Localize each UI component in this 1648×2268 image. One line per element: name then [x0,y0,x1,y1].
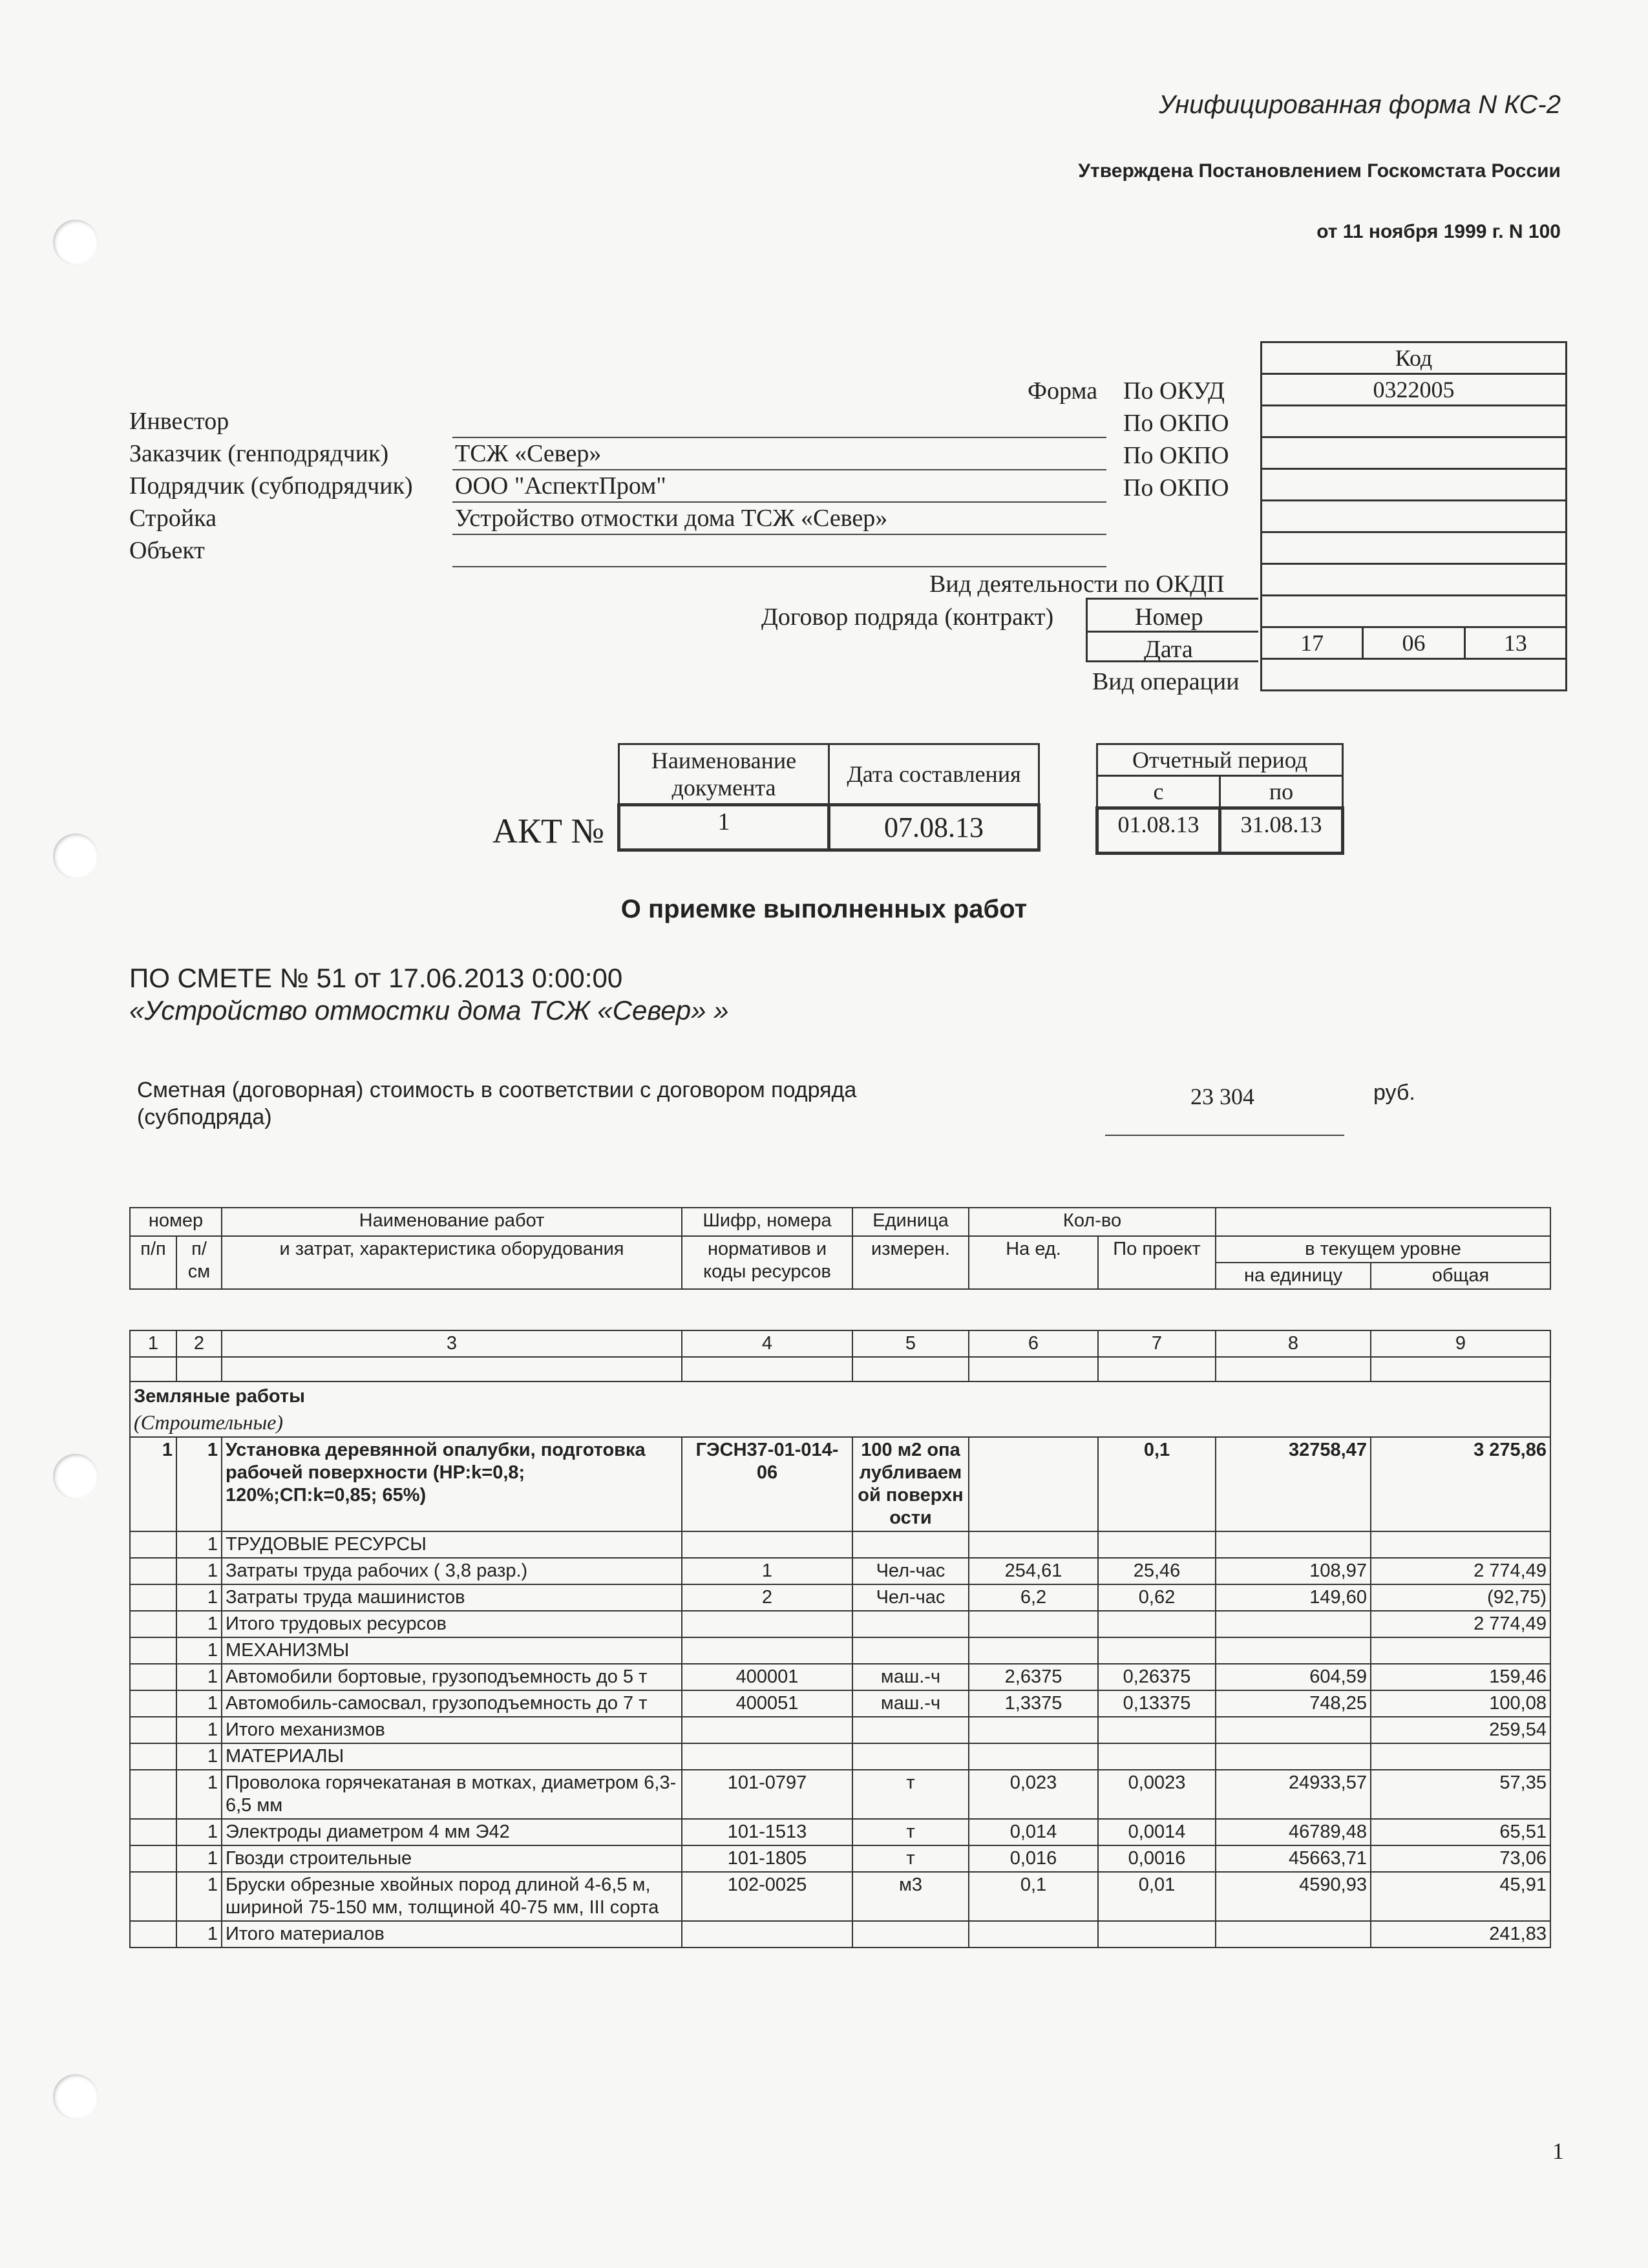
row-total [1371,1531,1550,1558]
row-unit: т [852,1845,969,1872]
col-psm: п/ см [176,1236,222,1289]
row-qty: 0,0023 [1098,1770,1216,1819]
section-subtitle: (Строительные) [134,1411,283,1434]
row-psm: 1 [176,1584,222,1611]
form-title: Унифицированная форма N КС-2 [1159,90,1561,119]
site-value: Устройство отмостки дома ТСЖ «Север» [455,505,888,532]
row-name: Бруски обрезные хвойных пород длиной 4-6,5 м, шириной 75-150 мм, толщиной 40-75 мм, III сорта [222,1872,682,1921]
row-unit: т [852,1819,969,1845]
punch-hole [53,1454,98,1499]
item-per-unit [969,1437,1098,1531]
row-per-unit: 6,2 [969,1584,1098,1611]
forma-label: Форма [1028,377,1098,404]
period-to: 31.08.13 [1220,808,1343,854]
estimate-name: «Устройство отмостки дома ТСЖ «Север» » [129,995,729,1025]
row-name: Итого материалов [222,1921,682,1948]
row-pp [130,1717,176,1743]
row-name: Электроды диаметром 4 мм Э42 [222,1819,682,1845]
row-psm: 1 [176,1717,222,1743]
act-title: О приемке выполненных работ [620,895,1028,923]
row-name: Проволока горячекатаная в мотках, диаметром 6,3-6,5 мм [222,1770,682,1819]
row-name: Итого трудовых ресурсов [222,1611,682,1637]
row-psm: 1 [176,1558,222,1584]
operation-code [1262,659,1567,691]
table-row [130,1770,1550,1819]
row-pp [130,1872,176,1921]
row-name: МЕХАНИЗМЫ [222,1637,682,1664]
row-price [1216,1611,1371,1637]
col-unit-price: на единицу [1216,1263,1371,1289]
row-code [682,1921,852,1948]
blank-row [130,1357,1550,1381]
col-nomer: номер [130,1208,222,1236]
row-qty: 0,26375 [1098,1664,1216,1690]
contract-label: Договор подряда (контракт) [761,604,1054,631]
row-qty [1098,1637,1216,1664]
contractor-value: ООО "АспектПром" [455,472,666,499]
row-total: 45,91 [1371,1872,1550,1921]
table-row [130,1872,1550,1921]
row-psm: 1 [176,1819,222,1845]
table-row [130,1584,1550,1611]
row-price [1216,1531,1371,1558]
row-price: 604,59 [1216,1664,1371,1690]
col-code: нормативов и коды ресурсов [682,1236,852,1289]
row-qty [1098,1921,1216,1948]
col-number: 9 [1371,1330,1550,1357]
row-price: 4590,93 [1216,1872,1371,1921]
row-code: 2 [682,1584,852,1611]
row-per-unit [969,1531,1098,1558]
site-line [452,534,1106,535]
contractor-line [452,501,1106,503]
row-price: 24933,57 [1216,1770,1371,1819]
row-unit [852,1717,969,1743]
row-psm: 1 [176,1690,222,1717]
date-label: Дата [1144,636,1193,663]
act-doc-table [617,743,1041,852]
estimate-line: ПО СМЕТЕ № 51 от 17.06.2013 0:00:00 [129,963,623,993]
code-box [1260,341,1567,691]
table-row [130,1819,1550,1845]
row-psm: 1 [176,1845,222,1872]
row-per-unit [969,1611,1098,1637]
row-code: 1 [682,1558,852,1584]
row-psm: 1 [176,1872,222,1921]
row-qty [1098,1743,1216,1770]
row-price: 45663,71 [1216,1845,1371,1872]
row-psm: 1 [176,1770,222,1819]
act-label: АКТ № [492,812,605,850]
row-code: 101-1513 [682,1819,852,1845]
row-psm: 1 [176,1531,222,1558]
row-per-unit: 0,014 [969,1819,1098,1845]
row-qty: 0,13375 [1098,1690,1216,1717]
period-from-label: с [1097,776,1220,808]
contractor-label: Подрядчик (субподрядчик) [129,472,413,499]
row-per-unit [969,1717,1098,1743]
section-title: Земляные работы [134,1386,305,1407]
row-code [682,1531,852,1558]
doc-name-header: Наименование документа [619,744,829,805]
row-total: 2 774,49 [1371,1611,1550,1637]
row-total: 2 774,49 [1371,1558,1550,1584]
approval-date: от 11 ноября 1999 г. N 100 [1316,221,1561,242]
col-code-top: Шифр, номера [682,1208,852,1236]
row-pp [130,1558,176,1584]
row-pp [130,1611,176,1637]
row-qty [1098,1611,1216,1637]
row-psm: 1 [176,1664,222,1690]
page-number: 1 [1552,2138,1564,2164]
row-pp [130,1743,176,1770]
okpo-customer [1262,437,1567,469]
row-psm: 1 [176,1637,222,1664]
data-table [129,1330,1551,1948]
col-unit: измерен. [852,1236,969,1289]
row-per-unit [969,1921,1098,1948]
contract-month: 06 [1363,627,1464,659]
customer-value: ТСЖ «Север» [455,440,602,467]
col-number: 5 [852,1330,969,1357]
contract-number [1262,596,1567,627]
col-number: 7 [1098,1330,1216,1357]
item-unit: 100 м2 опалубливаемой поверхности [852,1437,969,1531]
row-price: 748,25 [1216,1690,1371,1717]
row-psm: 1 [176,1921,222,1948]
code-header: Код [1262,342,1567,374]
row-name: Затраты труда рабочих ( 3,8 разр.) [222,1558,682,1584]
item-price: 32758,47 [1216,1437,1371,1531]
row-per-unit [969,1743,1098,1770]
row-unit: т [852,1770,969,1819]
col-number: 6 [969,1330,1098,1357]
item-name: Установка деревянной опалубки, подготовка рабочей поверхности (НР:k=0,8; 120%;СП:k=0,85; 65%) [222,1437,682,1531]
row-unit: Чел-час [852,1558,969,1584]
row-qty: 0,01 [1098,1872,1216,1921]
customer-label: Заказчик (генподрядчик) [129,440,389,467]
table-row [130,1611,1550,1637]
investor-label: Инвестор [129,408,229,435]
row-total: 159,46 [1371,1664,1550,1690]
row-total: 100,08 [1371,1690,1550,1717]
row-price: 46789,48 [1216,1819,1371,1845]
table-row [130,1845,1550,1872]
period-to-label: по [1220,776,1343,808]
row-pp [130,1664,176,1690]
row-unit [852,1921,969,1948]
table-row [130,1743,1550,1770]
row-unit [852,1531,969,1558]
row-qty: 0,0014 [1098,1819,1216,1845]
row-name: Гвозди строительные [222,1845,682,1872]
row-name: Автомобиль-самосвал, грузоподъемность до 7 т [222,1690,682,1717]
row-pp [130,1770,176,1819]
row-qty: 25,46 [1098,1558,1216,1584]
column-number-row [130,1330,1550,1357]
contract-day: 17 [1262,627,1363,659]
object-label: Объект [129,537,205,564]
act-date: 07.08.13 [829,805,1039,850]
row-per-unit: 254,61 [969,1558,1098,1584]
row-code [682,1637,852,1664]
okpo-investor [1262,406,1567,437]
row-total: (92,75) [1371,1584,1550,1611]
row-code: 400001 [682,1664,852,1690]
cost-value: 23 304 [1190,1084,1254,1109]
row-total: 57,35 [1371,1770,1550,1819]
col-pp: п/п [130,1236,176,1289]
row-total: 65,51 [1371,1819,1550,1845]
site-label: Стройка [129,505,217,532]
main-item-row [130,1437,1550,1531]
row-code: 101-1805 [682,1845,852,1872]
table-row [130,1558,1550,1584]
col-number: 1 [130,1330,176,1357]
punch-hole [53,834,98,879]
row-price [1216,1717,1371,1743]
row-qty: 0,62 [1098,1584,1216,1611]
okpo-label: По ОКПО [1123,410,1229,437]
row-code [682,1717,852,1743]
okdp-code [1262,564,1567,596]
row-per-unit: 2,6375 [969,1664,1098,1690]
row-total: 259,54 [1371,1717,1550,1743]
investor-line [452,437,1106,438]
row-pp [130,1690,176,1717]
doc-date-header: Дата составления [829,744,1039,805]
row-total [1371,1637,1550,1664]
item-qty: 0,1 [1098,1437,1216,1531]
row-code [682,1611,852,1637]
col-per-unit: На ед. [969,1236,1098,1289]
period-from: 01.08.13 [1097,808,1220,854]
col-number: 2 [176,1330,222,1357]
row-pp [130,1819,176,1845]
table-row [130,1637,1550,1664]
table-header [129,1207,1551,1290]
row-pp [130,1921,176,1948]
row-code: 102-0025 [682,1872,852,1921]
number-label: Номер [1135,604,1203,631]
row-name: МАТЕРИАЛЫ [222,1743,682,1770]
row-unit: Чел-час [852,1584,969,1611]
section-row [130,1381,1550,1437]
col-number: 3 [222,1330,682,1357]
cost-text: Сметная (договорная) стоимость в соответствии с договором подряда [137,1078,857,1102]
okpo-contractor [1262,469,1567,501]
period-header: Отчетный период [1097,744,1343,776]
row-psm: 1 [176,1743,222,1770]
item-pp: 1 [130,1437,176,1531]
customer-line [452,469,1106,470]
punch-hole [53,220,98,265]
row-total: 241,83 [1371,1921,1550,1948]
row-code [682,1743,852,1770]
row-per-unit [969,1637,1098,1664]
row-price [1216,1743,1371,1770]
object-line [452,566,1106,567]
row-pp [130,1584,176,1611]
contract-year: 13 [1464,627,1566,659]
row-price [1216,1921,1371,1948]
cost-underline [1105,1135,1344,1136]
okpo-label: По ОКПО [1123,474,1229,501]
col-number: 4 [682,1330,852,1357]
row-qty: 0,0016 [1098,1845,1216,1872]
row-price: 149,60 [1216,1584,1371,1611]
row-unit: маш.-ч [852,1664,969,1690]
row-code: 101-0797 [682,1770,852,1819]
okpo-label: По ОКПО [1123,442,1229,469]
row-total [1371,1743,1550,1770]
operation-label: Вид операции [1092,668,1240,695]
table-row [130,1664,1550,1690]
row-unit [852,1611,969,1637]
row-total: 73,06 [1371,1845,1550,1872]
col-cost-blank [1216,1208,1550,1236]
col-total: общая [1371,1263,1550,1289]
col-unit-top: Единица [852,1208,969,1236]
row-name: ТРУДОВЫЕ РЕСУРСЫ [222,1531,682,1558]
table-row [130,1531,1550,1558]
row-unit: маш.-ч [852,1690,969,1717]
row-pp [130,1845,176,1872]
table-row [130,1921,1550,1948]
cost-text-2: (субподряда) [137,1105,272,1129]
col-current: в текущем уровне [1216,1236,1550,1263]
col-name-top: Наименование работ [222,1208,682,1236]
row-psm: 1 [176,1611,222,1637]
row-per-unit: 0,016 [969,1845,1098,1872]
row-unit [852,1637,969,1664]
row-name: Затраты труда машинистов [222,1584,682,1611]
row-name: Итого механизмов [222,1717,682,1743]
row-qty [1098,1717,1216,1743]
row-name: Автомобили бортовые, грузоподъемность до 5 т [222,1664,682,1690]
okud-value: 0322005 [1262,374,1567,406]
col-number: 8 [1216,1330,1371,1357]
act-number: 1 [619,805,829,850]
okdp-label: Вид деятельности по ОКДП [929,571,1225,598]
punch-hole [53,2074,98,2119]
item-total: 3 275,86 [1371,1437,1550,1531]
row-price [1216,1637,1371,1664]
table-row [130,1717,1550,1743]
table-row [130,1690,1550,1717]
row-pp [130,1531,176,1558]
approval-line: Утверждена Постановлением Госкомстата России [1078,160,1561,182]
item-psm: 1 [176,1437,222,1531]
row-per-unit: 0,1 [969,1872,1098,1921]
row-code: 400051 [682,1690,852,1717]
site-code [1262,501,1567,532]
row-price: 108,97 [1216,1558,1371,1584]
object-code [1262,532,1567,564]
row-unit: м3 [852,1872,969,1921]
row-pp [130,1637,176,1664]
col-name: и затрат, характеристика оборудования [222,1236,682,1289]
cost-unit: руб. [1373,1080,1415,1105]
item-code: ГЭСН37-01-014-06 [682,1437,852,1531]
row-unit [852,1743,969,1770]
col-project: По проект [1098,1236,1216,1289]
period-table [1095,743,1344,855]
row-qty [1098,1531,1216,1558]
row-per-unit: 1,3375 [969,1690,1098,1717]
col-qty: Кол-во [969,1208,1216,1236]
row-per-unit: 0,023 [969,1770,1098,1819]
okud-label: По ОКУД [1123,377,1225,404]
